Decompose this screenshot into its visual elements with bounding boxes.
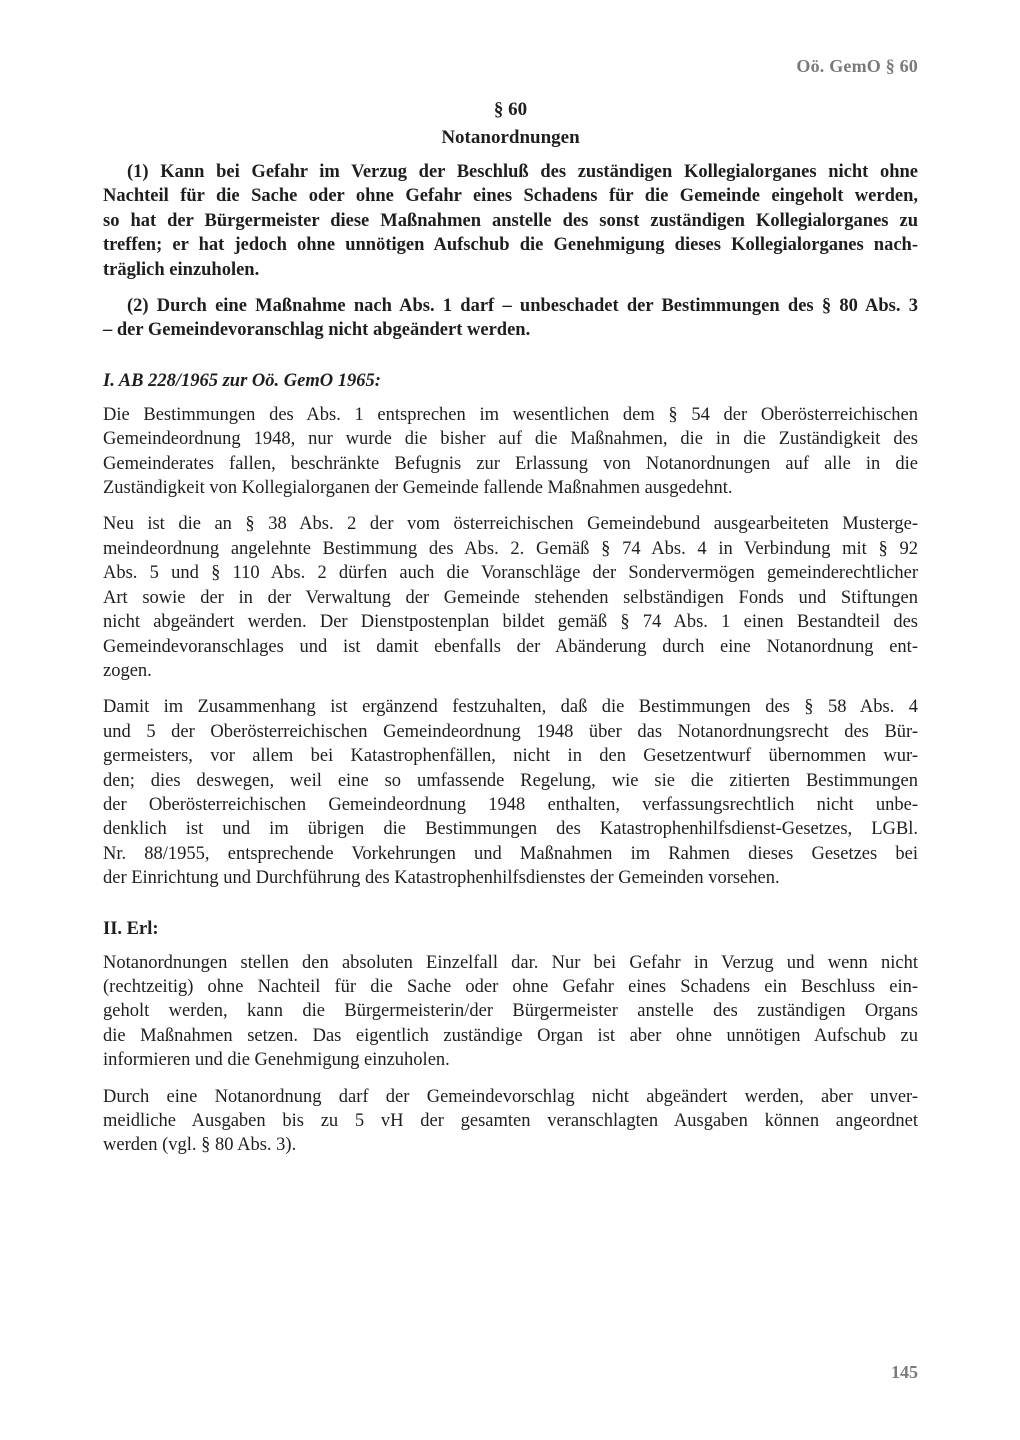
text-line: Abs. 5 und § 110 Abs. 2 dürfen auch die Voranschläge der Sondervermögen gemeinderechtlicher [103,563,918,584]
text-line: nicht abgeändert werden. Der Dienstpostenplan bildet gemäß § 74 Abs. 1 einen Bestandteil des [103,612,918,633]
text-line: Durch eine Notanordnung darf der Gemeindevorschlag nicht abgeändert werden, aber unver- [103,1086,918,1107]
text-line: Gemeindeordnung 1948, nur wurde die bisher auf die Maßnahmen, die in die Zuständigkeit des [103,429,918,450]
text-line: Nr. 88/1955, entsprechende Vorkehrungen und Maßnahmen im Rahmen dieses Gesetzes bei [103,843,918,864]
text-line: Notanordnungen stellen den absoluten Einzelfall dar. Nur bei Gefahr in Verzug und wenn nicht [103,952,918,973]
text-line: Gemeindevoranschlages und ist damit ebenfalls der Abänderung durch eine Notanordnung ent- [103,636,918,657]
text-line: – der Gemeindevoranschlag nicht abgeändert werden. [103,320,531,341]
text-line: denklich ist und im übrigen die Bestimmungen des Katastrophenhilfsdienst-Gesetzes, LGBl. [103,819,918,840]
page-number: 145 [891,1362,918,1382]
section-number: § 60 [493,99,528,120]
statute-paragraph-2 [103,294,918,343]
text-line: so hat der Bürgermeister diese Maßnahmen anstelle des sonst zuständigen Kollegialorganes zu [103,210,918,231]
commentary-2-paragraph-2 [103,1085,918,1158]
commentary-2-paragraph-1 [103,951,918,1073]
text-line: Gemeinderates fallen, beschränkte Befugnis zur Erlassung von Notanordnungen auf alle in die [103,453,918,474]
commentary-heading-2: II. Erl: [103,918,159,939]
text-line: informieren und die Genehmigung einzuholen. [103,1050,450,1071]
text-line: die Maßnahmen setzen. Das eigentlich zuständige Organ ist aber ohne unnötigen Aufschub zu [103,1025,918,1046]
text-line: Die Bestimmungen des Abs. 1 entsprechen im wesentlichen dem § 54 der Oberösterreichischen [103,404,918,425]
text-line: (1) Kann bei Gefahr im Verzug der Beschluß des zuständigen Kollegialorganes nicht ohne [127,162,918,182]
text-line: werden (vgl. § 80 Abs. 3). [103,1135,297,1156]
text-line: Art sowie der in der Verwaltung der Gemeinde stehenden selbständigen Fonds und Stiftungen [103,587,918,608]
text-line: meindeordnung angelehnte Bestimmung des Abs. 2. Gemäß § 74 Abs. 4 in Verbindung mit § 92 [103,538,918,559]
text-line: (2) Durch eine Maßnahme nach Abs. 1 darf – unbeschadet der Bestimmungen des § 80 Abs. 3 [127,296,918,317]
running-head: Oö. GemO § 60 [796,56,918,76]
text-line: den; dies deswegen, weil eine so umfassende Regelung, wie sie die zitierten Bestimmungen [103,770,918,791]
commentary-heading-1: I. AB 228/1965 zur Oö. GemO 1965: [103,370,381,391]
commentary-1-paragraph-2 [103,512,918,683]
text-line: germeisters, vor allem bei Katastrophenfällen, nicht in den Gesetzentwurf übernommen wur- [103,746,918,767]
text-line: der Oberösterreichischen Gemeindeordnung 1948 enthalten, verfassungsrechtlich nicht unbe- [103,794,918,815]
text-line: treffen; er hat jedoch ohne unnötigen Aufschub die Genehmigung dieses Kollegialorganes nach- [103,235,918,256]
statute-paragraph-1 [103,160,918,282]
page-content [103,96,918,1170]
text-line: meidliche Ausgaben bis zu 5 vH der gesamten veranschlagten Ausgaben können angeordnet [103,1111,918,1131]
commentary-1-paragraph-3 [103,695,918,890]
section-title: Notanordnungen [441,127,580,148]
text-line: Nachteil für die Sache oder ohne Gefahr eines Schadens für die Gemeinde eingeholt werden, [103,186,918,207]
text-line: Neu ist die an § 38 Abs. 2 der vom österreichischen Gemeindebund ausgearbeiteten Musterge- [103,514,918,535]
text-line: Zuständigkeit von Kollegialorganen der Gemeinde fallende Maßnahmen ausgedehnt. [103,478,733,499]
text-line: zogen. [103,660,152,681]
text-line: träglich einzuholen. [103,259,260,280]
text-line: der Einrichtung und Durchführung des Katastrophenhilfsdienstes der Gemeinden vorsehen. [103,868,780,889]
text-line: und 5 der Oberösterreichischen Gemeindeordnung 1948 über das Notanordnungsrecht des Bür- [103,721,918,742]
text-line: geholt werden, kann die Bürgermeisterin/der Bürgermeister anstelle des zuständigen Organs [103,1001,918,1022]
text-line: (rechtzeitig) ohne Nachteil für die Sache oder ohne Gefahr eines Schadens ein Beschluss ein- [103,976,918,997]
commentary-1-paragraph-1 [103,403,918,501]
text-line: Damit im Zusammenhang ist ergänzend festzuhalten, daß die Bestimmungen des § 58 Abs. 4 [103,697,918,718]
